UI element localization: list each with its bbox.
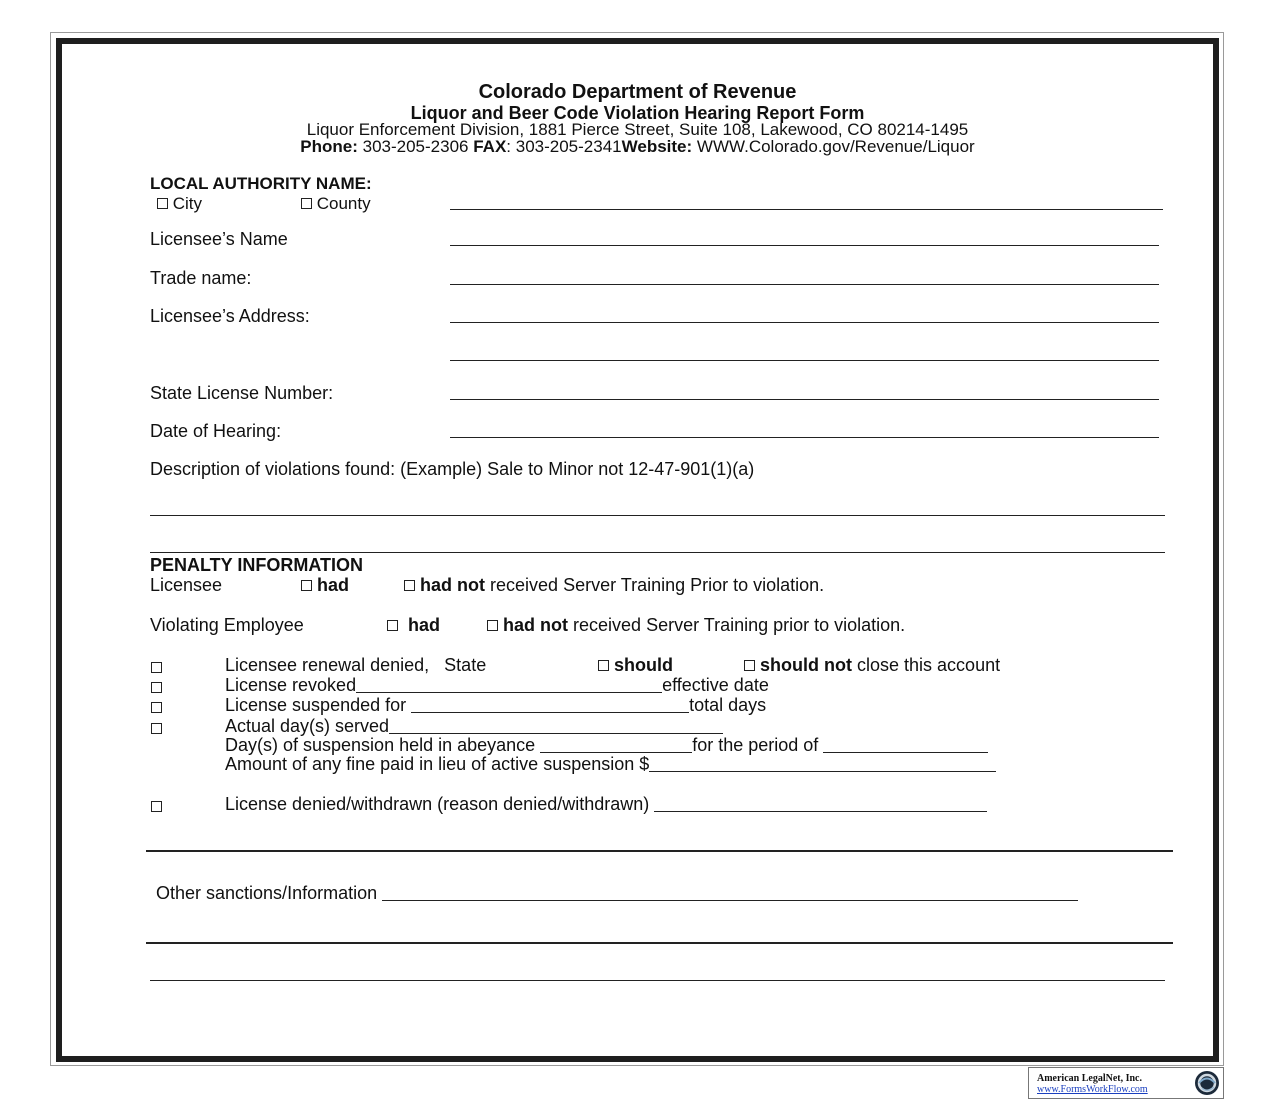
license-revoked-row	[225, 674, 769, 696]
license-suspended-label: License suspended for	[225, 695, 407, 715]
violations-description-label: Description of violations found: (Example) Sale to Minor not 12-47-901(1)(a)	[150, 459, 755, 479]
licensee-name-label: Licensee’s Name	[150, 229, 288, 249]
period-of-label: for the period of	[692, 735, 819, 755]
form-title: Colorado Department of Revenue	[478, 81, 797, 103]
actual-days-checkbox[interactable]	[151, 723, 162, 734]
date-of-hearing-field[interactable]	[450, 437, 1159, 438]
license-suspended-checkbox[interactable]	[151, 702, 162, 713]
state-should-not-label: should not	[760, 655, 852, 675]
licensee-training-label: Licensee	[150, 575, 223, 595]
fine-paid-label: Amount of any fine paid in lieu of active suspension $	[225, 754, 650, 774]
license-revoked-checkbox[interactable]	[151, 682, 162, 693]
other-sanctions-label: Other sanctions/Information	[156, 883, 378, 903]
employee-training-suffix: received Server Training prior to violation.	[573, 615, 906, 635]
denied-reason-field[interactable]	[654, 795, 987, 812]
fax-label: FAX	[473, 137, 507, 156]
website-url: WWW.Colorado.gov/Revenue/Liquor	[696, 137, 975, 156]
employee-training-label: Violating Employee	[150, 615, 304, 635]
renewal-denied-row	[225, 654, 486, 676]
footer-badge	[1028, 1067, 1224, 1099]
employee-had-option[interactable]	[387, 614, 440, 636]
licensee-name-field[interactable]	[450, 245, 1159, 246]
actual-days-field[interactable]	[389, 717, 723, 734]
fine-amount-field[interactable]	[649, 755, 996, 772]
state-license-number-label: State License Number:	[150, 383, 334, 403]
county-checkbox[interactable]	[301, 198, 312, 209]
state-should-not-option[interactable]	[744, 654, 1000, 676]
state-label: State	[444, 655, 487, 675]
close-account-label: close this account	[857, 655, 1001, 675]
revoked-date-field[interactable]	[356, 676, 662, 693]
employee-had-not-option[interactable]	[487, 614, 905, 636]
other-sanctions-row	[156, 882, 1078, 904]
globe-logo-icon	[1194, 1070, 1220, 1096]
section-divider-2	[146, 942, 1173, 944]
state-should-option[interactable]	[598, 654, 673, 676]
county-label: County	[316, 194, 371, 213]
licensee-address-field-1[interactable]	[450, 322, 1159, 323]
trade-name-field[interactable]	[450, 284, 1159, 285]
contact-line	[0, 137, 1275, 157]
licensee-had-label: had	[317, 575, 350, 595]
employee-had-checkbox[interactable]	[387, 620, 398, 631]
licensee-address-label: Licensee’s Address:	[150, 306, 310, 326]
licensee-had-not-label: had not	[420, 575, 486, 595]
fax-number: : 303-205-2341	[506, 137, 622, 156]
license-suspended-checkbox-wrap[interactable]	[151, 700, 162, 718]
local-authority-name-field[interactable]	[450, 209, 1163, 210]
abeyance-label: Day(s) of suspension held in abeyance	[225, 735, 536, 755]
license-denied-checkbox[interactable]	[151, 801, 162, 812]
abeyance-period-field[interactable]	[823, 736, 988, 753]
total-days-label: total days	[689, 695, 767, 715]
penalty-heading: PENALTY INFORMATION	[150, 555, 363, 575]
licensee-address-field-2[interactable]	[450, 360, 1159, 361]
licensee-had-not-option[interactable]	[404, 574, 824, 596]
renewal-denied-checkbox[interactable]	[151, 662, 162, 673]
licensee-had-option[interactable]	[301, 574, 349, 596]
state-should-not-checkbox[interactable]	[744, 660, 755, 671]
license-denied-label: License denied/withdrawn (reason denied/withdrawn)	[225, 794, 650, 814]
state-license-number-field[interactable]	[450, 399, 1159, 400]
city-checkbox[interactable]	[157, 198, 168, 209]
employee-had-not-label: had not	[503, 615, 569, 635]
section-divider-1	[146, 850, 1173, 852]
actual-days-label: Actual day(s) served	[225, 716, 390, 736]
footer-company: American LegalNet, Inc.	[1037, 1073, 1142, 1084]
trade-name-label: Trade name:	[150, 268, 252, 288]
license-denied-checkbox-wrap[interactable]	[151, 799, 162, 817]
violations-field-1[interactable]	[150, 515, 1165, 516]
licensee-training-suffix: received Server Training Prior to violation.	[490, 575, 825, 595]
state-should-checkbox[interactable]	[598, 660, 609, 671]
license-denied-row	[225, 793, 987, 815]
effective-date-label: effective date	[662, 675, 769, 695]
licensee-had-not-checkbox[interactable]	[404, 580, 415, 591]
date-of-hearing-label: Date of Hearing:	[150, 421, 282, 441]
form-subtitle: Liquor and Beer Code Violation Hearing Report Form	[410, 103, 865, 123]
state-should-label: should	[614, 655, 674, 675]
employee-had-not-checkbox[interactable]	[487, 620, 498, 631]
phone-number: 303-205-2306	[362, 137, 469, 156]
other-sanctions-field-2[interactable]	[150, 980, 1165, 981]
licensee-had-checkbox[interactable]	[301, 580, 312, 591]
renewal-denied-checkbox-wrap[interactable]	[151, 660, 162, 678]
actual-days-checkbox-wrap[interactable]	[151, 721, 162, 739]
suspended-days-field[interactable]	[411, 696, 689, 713]
license-revoked-checkbox-wrap[interactable]	[151, 680, 162, 698]
county-option[interactable]	[301, 193, 371, 215]
fine-paid-row	[225, 753, 996, 775]
violations-field-2[interactable]	[150, 552, 1165, 553]
footer-url[interactable]: www.FormsWorkFlow.com	[1037, 1084, 1148, 1095]
license-suspended-row	[225, 694, 766, 716]
other-sanctions-field[interactable]	[382, 884, 1078, 901]
local-authority-heading: LOCAL AUTHORITY NAME:	[150, 174, 372, 193]
renewal-denied-label: Licensee renewal denied,	[225, 655, 430, 675]
phone-label: Phone:	[300, 137, 358, 156]
city-label: City	[172, 194, 203, 213]
license-revoked-label: License revoked	[225, 675, 357, 695]
abeyance-days-field[interactable]	[540, 736, 692, 753]
website-label: Website:	[621, 137, 693, 156]
division-address: Liquor Enforcement Division, 1881 Pierce Street, Suite 108, Lakewood, CO 80214-1495	[306, 120, 969, 139]
city-option[interactable]	[157, 193, 202, 215]
employee-had-label: had	[408, 615, 441, 635]
